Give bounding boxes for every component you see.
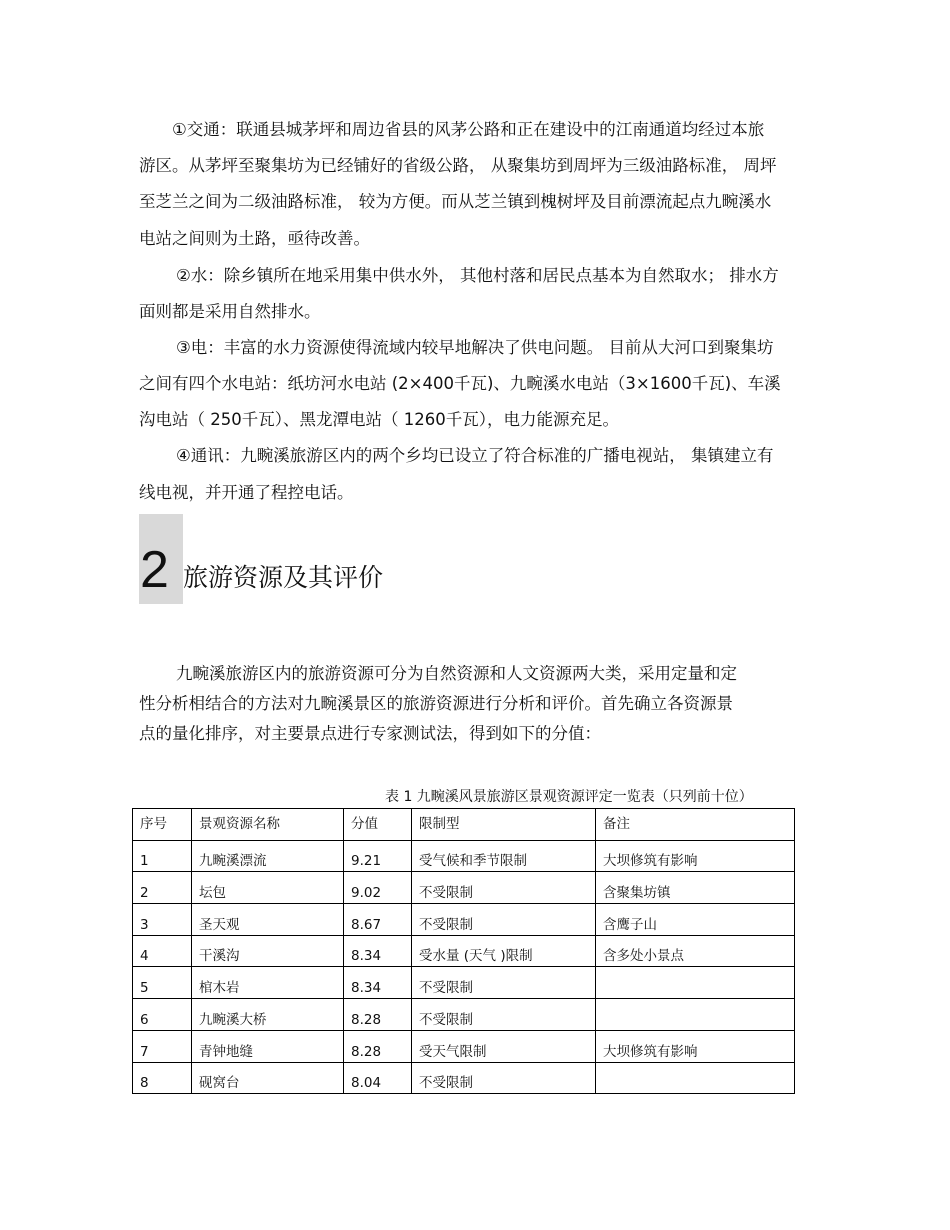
cell-restriction: 不受限制	[412, 904, 596, 936]
cell-score: 8.28	[344, 999, 412, 1031]
cell-remark	[596, 967, 795, 999]
cell-score: 9.21	[344, 840, 412, 872]
cell-index: 8	[133, 1062, 192, 1094]
cell-index: 6	[133, 999, 192, 1031]
water-line-1: ②水：除乡镇所在地采用集中供水外， 其他村落和居民点基本为自然取水； 排水方	[176, 266, 779, 285]
cell-name: 九畹溪漂流	[192, 840, 344, 872]
header-score: 分值	[344, 809, 412, 841]
cell-score: 8.28	[344, 1030, 412, 1062]
cell-name: 砚窝台	[192, 1062, 344, 1094]
cell-index: 7	[133, 1030, 192, 1062]
cell-remark	[596, 999, 795, 1031]
table-row	[133, 1062, 795, 1094]
table-row	[133, 935, 795, 967]
cell-restriction: 受气候和季节限制	[412, 840, 596, 872]
telecom-line-1: ④通讯：九畹溪旅游区内的两个乡均已设立了符合标准的广播电视站， 集镇建立有	[176, 446, 774, 465]
table-row	[133, 1030, 795, 1062]
cell-score: 9.02	[344, 872, 412, 904]
cell-restriction: 不受限制	[412, 1062, 596, 1094]
table-row	[133, 999, 795, 1031]
cell-score: 8.34	[344, 967, 412, 999]
traffic-line-3: 至芝兰之间为二级油路标准， 较为方便。而从芝兰镇到槐树坪及目前漂流起点九畹溪水	[139, 192, 772, 211]
table-row	[133, 840, 795, 872]
cell-index: 1	[133, 840, 192, 872]
cell-name: 九畹溪大桥	[192, 999, 344, 1031]
resource-evaluation-table	[132, 808, 795, 1094]
cell-restriction: 不受限制	[412, 967, 596, 999]
cell-restriction: 受水量 (天气 )限制	[412, 935, 596, 967]
cell-name: 青钟地缝	[192, 1030, 344, 1062]
cell-remark	[596, 1062, 795, 1094]
cell-remark: 含鹰子山	[596, 904, 795, 936]
cell-remark: 含多处小景点	[596, 935, 795, 967]
cell-restriction: 不受限制	[412, 999, 596, 1031]
cell-remark: 大坝修筑有影响	[596, 1030, 795, 1062]
cell-name: 坛包	[192, 872, 344, 904]
table-row	[133, 872, 795, 904]
intro-line-3: 点的量化排序，对主要景点进行专家测试法，得到如下的分值：	[139, 724, 601, 743]
cell-remark: 含聚集坊镇	[596, 872, 795, 904]
electric-line-1: ③电：丰富的水力资源使得流域内较早地解决了供电问题。 目前从大河口到聚集坊	[176, 338, 774, 357]
cell-name: 干溪沟	[192, 935, 344, 967]
section-number: 2	[140, 541, 169, 599]
cell-index: 2	[133, 872, 192, 904]
cell-restriction: 受天气限制	[412, 1030, 596, 1062]
cell-index: 5	[133, 967, 192, 999]
traffic-line-4: 电站之间则为土路，亟待改善。	[139, 229, 370, 248]
header-index: 序号	[133, 809, 192, 841]
table-row	[133, 967, 795, 999]
cell-score: 8.67	[344, 904, 412, 936]
table-row	[133, 904, 795, 936]
electric-line-2: 之间有四个水电站：纸坊河水电站 (2×400千瓦)、九畹溪水电站（3×1600千瓦)、车溪	[139, 374, 781, 393]
traffic-line-1: ①交通：联通县城茅坪和周边省县的风茅公路和正在建设中的江南通道均经过本旅	[172, 120, 765, 139]
header-name: 景观资源名称	[192, 809, 344, 841]
telecom-line-2: 线电视，并开通了程控电话。	[139, 483, 354, 502]
section-title: 旅游资源及其评价	[183, 563, 384, 592]
cell-index: 3	[133, 904, 192, 936]
cell-restriction: 不受限制	[412, 872, 596, 904]
intro-line-1: 九畹溪旅游区内的旅游资源可分为自然资源和人文资源两大类，采用定量和定	[176, 664, 737, 683]
header-restriction: 限制型	[412, 809, 596, 841]
electric-line-3: 沟电站（ 250千瓦）、黑龙潭电站（ 1260千瓦），电力能源充足。	[139, 410, 619, 429]
cell-name: 圣天观	[192, 904, 344, 936]
cell-score: 8.04	[344, 1062, 412, 1094]
cell-score: 8.34	[344, 935, 412, 967]
table-caption: 表 1 九畹溪风景旅游区景观资源评定一览表（只列前十位）	[385, 789, 753, 805]
water-line-2: 面则都是采用自然排水。	[139, 302, 321, 321]
table-header-row	[133, 809, 795, 841]
cell-name: 棺木岩	[192, 967, 344, 999]
cell-index: 4	[133, 935, 192, 967]
cell-remark: 大坝修筑有影响	[596, 840, 795, 872]
header-remark: 备注	[596, 809, 795, 841]
intro-line-2: 性分析相结合的方法对九畹溪景区的旅游资源进行分析和评价。首先确立各资源景	[139, 694, 733, 713]
traffic-line-2: 游区。从茅坪至聚集坊为已经铺好的省级公路， 从聚集坊到周坪为三级油路标准， 周坪	[139, 156, 777, 175]
